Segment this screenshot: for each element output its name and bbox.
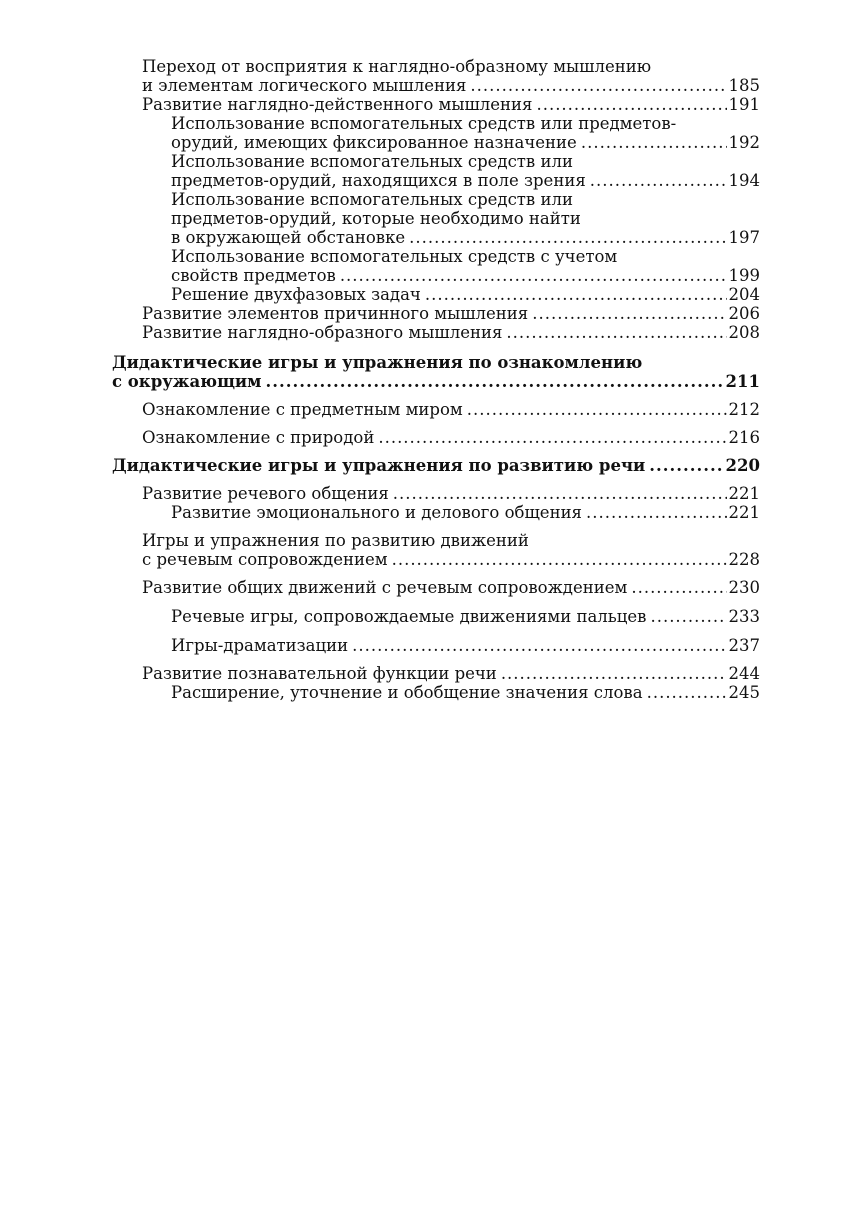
toc-entry-text-line: предметов-орудий, которые необходимо найти bbox=[171, 209, 581, 228]
toc-page-number: 220 bbox=[725, 456, 760, 475]
toc-entry-title: Игры-драматизации bbox=[171, 636, 349, 655]
toc-entry-title: с речевым сопровождением bbox=[142, 550, 388, 569]
dot-leader bbox=[378, 428, 726, 447]
toc-entry[interactable] bbox=[112, 95, 760, 114]
dot-leader bbox=[409, 228, 726, 247]
toc-entry[interactable] bbox=[112, 578, 760, 597]
toc-section-entry[interactable] bbox=[112, 353, 760, 391]
toc-entry-text-line: Использование вспомогательных средств или bbox=[171, 190, 573, 209]
toc-entry-title: орудий, имеющих фиксированное назначение bbox=[171, 133, 577, 152]
dot-leader bbox=[647, 683, 727, 702]
toc-entry-title: предметов-орудий, находящихся в поле зрения bbox=[171, 171, 586, 190]
dot-leader bbox=[506, 323, 726, 342]
toc-page-number: 192 bbox=[728, 133, 760, 152]
dot-leader bbox=[631, 578, 726, 597]
dot-leader bbox=[266, 372, 724, 391]
toc-entry[interactable] bbox=[112, 531, 760, 569]
toc-page-number: 194 bbox=[728, 171, 760, 190]
toc-entry[interactable] bbox=[112, 607, 760, 626]
toc-entry[interactable] bbox=[112, 190, 760, 247]
toc-entry[interactable] bbox=[112, 323, 760, 342]
toc-page-number: 206 bbox=[728, 304, 760, 323]
toc-entry[interactable] bbox=[112, 428, 760, 447]
toc-entry[interactable] bbox=[112, 57, 760, 95]
toc-entry-text-line: Использование вспомогательных средств с учетом bbox=[171, 247, 618, 266]
dot-leader bbox=[393, 484, 727, 503]
dot-leader bbox=[470, 76, 726, 95]
toc-entry-title: Развитие речевого общения bbox=[142, 484, 389, 503]
dot-leader bbox=[590, 171, 727, 190]
toc-entry[interactable] bbox=[112, 152, 760, 190]
toc-page-number: 216 bbox=[728, 428, 760, 447]
toc-entry-title: Дидактические игры и упражнения по развитию речи bbox=[112, 456, 646, 475]
toc-page-number: 212 bbox=[728, 400, 760, 419]
toc-entry[interactable] bbox=[112, 484, 760, 503]
toc-entry-title: свойств предметов bbox=[171, 266, 336, 285]
toc-entry-text-line: Использование вспомогательных средств или bbox=[171, 152, 573, 171]
toc-page-number: 244 bbox=[728, 664, 760, 683]
toc-section-entry[interactable] bbox=[112, 456, 760, 475]
dot-leader bbox=[649, 456, 723, 475]
dot-leader bbox=[501, 664, 727, 683]
toc-page-number: 245 bbox=[728, 683, 760, 702]
toc-entry-title: Развитие эмоционального и делового общения bbox=[171, 503, 582, 522]
toc-entry[interactable] bbox=[112, 285, 760, 304]
dot-leader bbox=[340, 266, 727, 285]
toc-entry-title: Развитие общих движений с речевым сопровождением bbox=[142, 578, 628, 597]
toc-page-number: 191 bbox=[728, 95, 760, 114]
toc-entry-title: Ознакомление с предметным миром bbox=[142, 400, 463, 419]
toc-entry-title: Ознакомление с природой bbox=[142, 428, 375, 447]
toc-entry[interactable] bbox=[112, 683, 760, 702]
toc-page-number: 211 bbox=[725, 372, 760, 391]
toc-page-number: 233 bbox=[728, 607, 760, 626]
toc-entry[interactable] bbox=[112, 664, 760, 683]
table-of-contents bbox=[112, 57, 760, 702]
toc-entry-title: в окружающей обстановке bbox=[171, 228, 406, 247]
toc-entry[interactable] bbox=[112, 636, 760, 655]
toc-entry-title: с окружающим bbox=[112, 372, 262, 391]
toc-page-number: 228 bbox=[728, 550, 760, 569]
toc-entry-title: Речевые игры, сопровождаемые движениями пальцев bbox=[171, 607, 647, 626]
dot-leader bbox=[532, 304, 726, 323]
toc-entry-text-line: Использование вспомогательных средств или предметов- bbox=[171, 114, 677, 133]
dot-leader bbox=[650, 607, 726, 626]
toc-page-number: 237 bbox=[728, 636, 760, 655]
dot-leader bbox=[467, 400, 727, 419]
toc-entry-title: Развитие познавательной функции речи bbox=[142, 664, 497, 683]
toc-entry[interactable] bbox=[112, 247, 760, 285]
dot-leader bbox=[352, 636, 726, 655]
toc-entry-title: Развитие наглядно-действенного мышления bbox=[142, 95, 533, 114]
toc-entry[interactable] bbox=[112, 114, 760, 152]
dot-leader bbox=[581, 133, 727, 152]
toc-page-number: 230 bbox=[728, 578, 760, 597]
toc-entry-text-line: Переход от восприятия к наглядно-образному мышлению bbox=[142, 57, 652, 76]
toc-entry-title: Решение двухфазовых задач bbox=[171, 285, 421, 304]
dot-leader bbox=[586, 503, 727, 522]
toc-entry-title: Развитие элементов причинного мышления bbox=[142, 304, 529, 323]
toc-entry[interactable] bbox=[112, 304, 760, 323]
toc-page-number: 197 bbox=[728, 228, 760, 247]
dot-leader bbox=[425, 285, 727, 304]
toc-entry-text-line: Дидактические игры и упражнения по ознакомлению bbox=[112, 353, 643, 372]
toc-entry-title: Расширение, уточнение и обобщение значения слова bbox=[171, 683, 643, 702]
toc-entry-title: и элементам логического мышления bbox=[142, 76, 467, 95]
toc-entry-text-line: Игры и упражнения по развитию движений bbox=[142, 531, 529, 550]
toc-page-number: 208 bbox=[728, 323, 760, 342]
toc-page-number: 204 bbox=[728, 285, 760, 304]
toc-entry[interactable] bbox=[112, 503, 760, 522]
toc-page-number: 221 bbox=[728, 503, 760, 522]
toc-entry-title: Развитие наглядно-образного мышления bbox=[142, 323, 503, 342]
dot-leader bbox=[536, 95, 726, 114]
toc-page-number: 221 bbox=[728, 484, 760, 503]
dot-leader bbox=[392, 550, 727, 569]
toc-entry[interactable] bbox=[112, 400, 760, 419]
toc-page-number: 185 bbox=[728, 76, 760, 95]
toc-page-number: 199 bbox=[728, 266, 760, 285]
